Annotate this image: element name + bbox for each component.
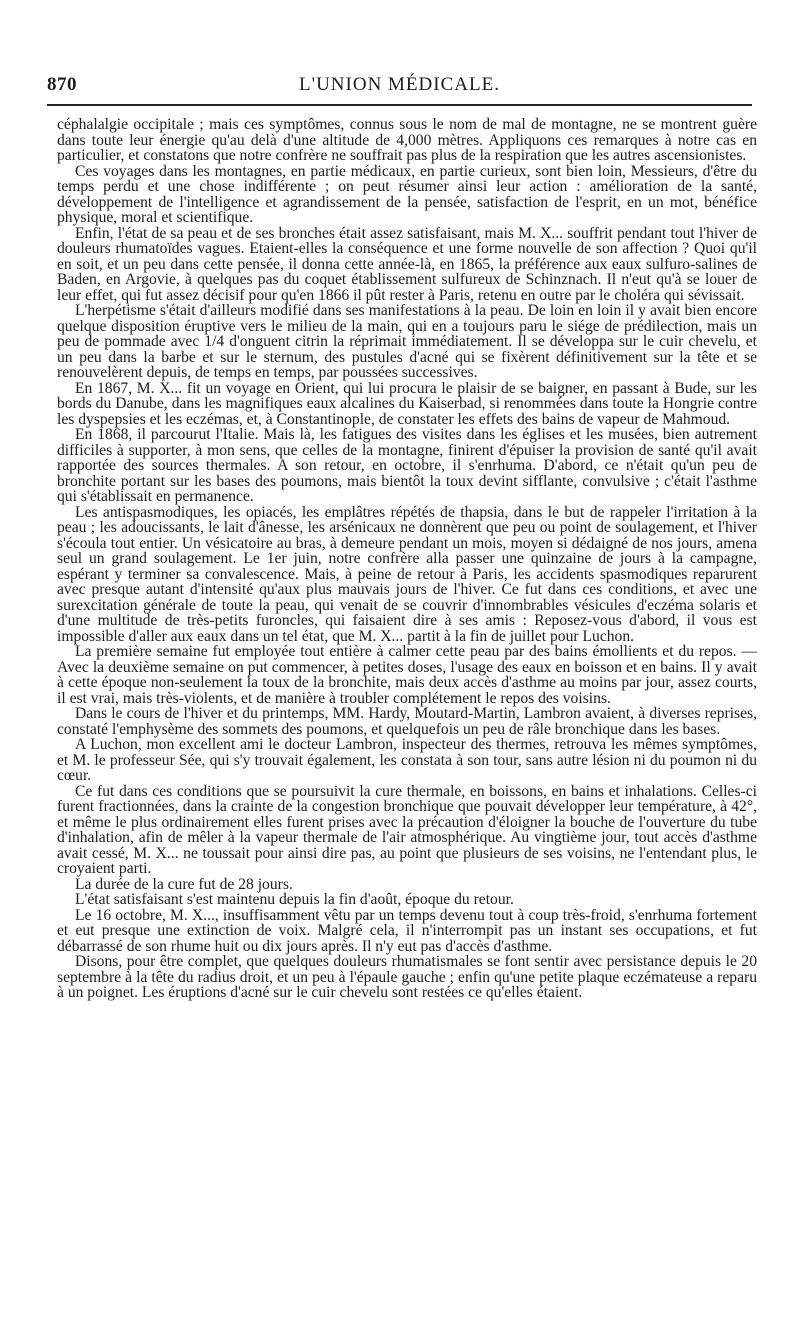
- paragraph-7: Les antispasmodiques, les opiacés, les emplâtres répétés de thapsia, dans le but de rappeler l'irritation à la peau ; les adoucissants, le lait d'ânesse, les arsénicaux ne donnèrent que peu ou point de soulagement, et l'hiver s'écoula tout entier. Un vésicatoire au bras, à demeure pendant un mois, moyen si dédaigné de nos jours, amena seul un grand soulagement. Le 1er juin, notre confrère alla passer une quinzaine de jours à la campagne, espérant y terminer sa convalescence. Mais, à peine de retour à Paris, les accidents spasmodiques reparurent avec presque autant d'intensité qu'aux plus mauvais jours de l'hiver. Ce fut dans ces conditions, et avec une surexcitation générale de toute la peau, qui venait de se couvrir d'innombrables vésicules d'eczéma solaris et d'une multitude de très-petits furoncles, qui faisaient dire à ses amis : Reposez-vous d'abord, il vous est impossible d'aller aux eaux dans un tel état, que M. X... partit à la fin de juillet pour Luchon.: [57, 503, 757, 645]
- paragraph-3: Enfin, l'état de sa peau et de ses bronches était assez satisfaisant, mais M. X... souffrit pendant tout l'hiver de douleurs rhumatoïdes vagues. Etaient-elles la conséquence et une forme nouvelle de son affection ? Quoi qu'il en soit, et un peu dans cette pensée, il donna cette année-là, en 1865, la préférence aux eaux sulfuro-salines de Baden, en Argovie, à quelques pas du coquet établissement sulfureux de Schinznach. Il n'eut qu'à se louer de leur effet, qui fut assez décisif pour qu'en 1866 il pût rester à Paris, retenu en outre par le choléra qui sévissait.: [57, 224, 757, 304]
- paragraph-5: En 1867, M. X... fit un voyage en Orient, qui lui procura le plaisir de se baigner, en passant à Bude, sur les bords du Danube, dans les magnifiques eaux alcalines du Kaiserbad, si renommées dans toute la Hongrie contre les dyspepsies et les eczémas, et, à Constantinople, de constater les effets des bains de vapeur de Mahmoud.: [57, 379, 757, 428]
- paragraph-14: Le 16 octobre, M. X..., insuffisamment vêtu par un temps devenu tout à coup très-froid, s'enrhuma fortement et eut presque une extinction de voix. Malgré cela, il n'interrompit pas un instant ses occupations, et fut débarrassé de son rhume huit ou dix jours après. Il n'y eut pas d'accès d'asthme.: [57, 906, 757, 955]
- article-body: [57, 117, 757, 1001]
- paragraph-11: Ce fut dans ces conditions que se poursuivit la cure thermale, en boissons, en bains et inhalations. Celles-ci furent fractionnées, dans la crainte de la congestion bronchique que pouvait développer leur température, à 42°, et même le plus ordinairement elles furent prises avec la précaution d'éloigner la bouche de l'ouverture du tube d'inhalation, afin de mêler à la vapeur thermale de l'air atmosphérique. Au vingtième jour, tout accès d'asthme avait cessé, M. X... ne toussait pour ainsi dire pas, au point que plusieurs de ses voisins, ne l'entendant plus, le croyaient parti.: [57, 782, 757, 877]
- page-header: [47, 74, 752, 104]
- header-rule: [47, 104, 752, 106]
- paragraph-6: En 1868, il parcourut l'Italie. Mais là, les fatigues des visites dans les églises et les musées, bien autrement difficiles à supporter, à mon sens, que celles de la montagne, finirent d'épuiser la provision de santé qu'il avait rapportée des sources thermales. A son retour, en octobre, il s'enrhuma. D'abord, ce n'était qu'un peu de bronchite portant sur les bases des poumons, mais bientôt la toux devint sifflante, convulsive ; c'était l'asthme qui s'établissait en permanence.: [57, 426, 757, 505]
- paragraph-13: L'état satisfaisant s'est maintenu depuis la fin d'août, époque du retour.: [75, 891, 514, 908]
- paragraph-1: céphalalgie occipitale ; mais ces symptômes, connus sous le nom de mal de montagne, ne se montrent guère dans toute leur énergie qu'au delà d'une altitude de 4,000 mètres. Appliquons ces remarques à notre cas en particulier, et constatons que notre confrère ne souffrait pas plus de la respiration que les autres ascensionistes.: [57, 116, 757, 164]
- page-number: 870: [47, 74, 77, 95]
- paragraph-15: Disons, pour être complet, que quelques douleurs rhumatismales se font sentir avec persistance depuis le 20 septembre à la tête du radius droit, et un peu à l'épaule gauche ; enfin qu'une petite plaque eczémateuse a reparu à un poignet. Les éruptions d'acné sur le cuir chevelu sont restées ce qu'elles étaient.: [57, 953, 757, 1001]
- paragraph-10: A Luchon, mon excellent ami le docteur Lambron, inspecteur des thermes, retrouva les mêmes symptômes, et M. le professeur Sée, qui s'y trouvait également, les constata à son tour, sans autre lésion ni du poumon ni du cœur.: [57, 736, 757, 784]
- running-title: L'UNION MÉDICALE.: [299, 74, 500, 95]
- paragraph-4: L'herpétisme s'était d'ailleurs modifié dans ses manifestations à la peau. De loin en loin il y avait bien encore quelque disposition éruptive vers le milieu de la main, qui en a toujours paru le siége de prédilection, mais un peu de pommade avec 1/4 d'onguent citrin la réprimait immédiatement. Il se développa sur le cuir chevelu, et un peu dans la barbe et sur le sternum, des pustules d'acné qui se fixèrent définitivement sur la tête et se renouvelèrent depuis, de temps en temps, par poussées successives.: [57, 302, 757, 381]
- paragraph-8: La première semaine fut employée tout entière à calmer cette peau par des bains émollients et du repos. — Avec la deuxième semaine on put commencer, à petites doses, l'usage des eaux en boisson et en bains. Il y avait à cette époque non-seulement la toux de la bronchite, mais deux accès d'asthme au moins par jour, assez courts, il est vrai, mais très-violents, et de manière à troubler complétement le repos des voisins.: [57, 643, 757, 707]
- paragraph-12: La durée de la cure fut de 28 jours.: [75, 875, 293, 893]
- paragraph-2: Ces voyages dans les montagnes, en partie médicaux, en partie curieux, sont bien loin, Messieurs, d'être du temps perdu et une chose indifférente ; on peut résumer ainsi leur action : amélioration de la santé, développement de l'intelligence et agrandissement de la pensée, satisfaction de l'esprit, en un mot, bénéfice physique, moral et scientifique.: [57, 162, 757, 226]
- paragraph-9: Dans le cours de l'hiver et du printemps, MM. Hardy, Moutard-Martin, Lambron avaient, à diverses reprises, constaté l'emphysème des sommets des poumons, et quelquefois un peu de râle bronchique dans les bases.: [57, 705, 757, 738]
